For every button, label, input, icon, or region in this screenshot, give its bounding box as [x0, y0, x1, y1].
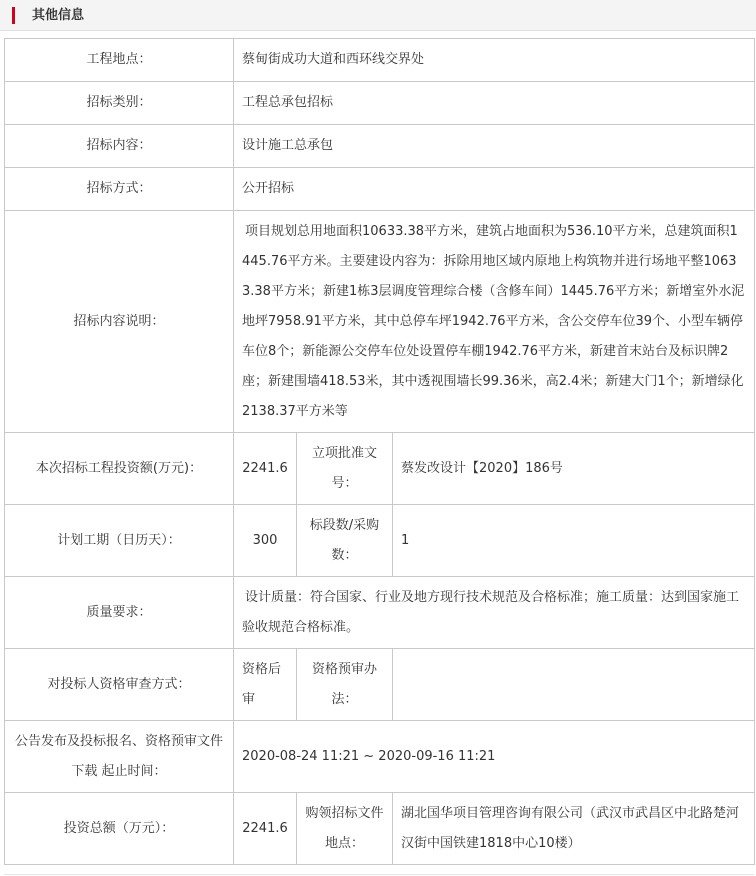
- investment-label: 本次招标工程投资额(万元)：: [5, 433, 234, 505]
- method-label: 招标方式：: [5, 168, 234, 211]
- row-total: [5, 793, 755, 865]
- category-value: 工程总承包招标: [234, 82, 755, 125]
- approval-doc-value: 蔡发改设计【2020】186号: [393, 433, 755, 505]
- prequal-method-value: [393, 649, 755, 721]
- duration-label: 计划工期（日历天）：: [5, 505, 234, 577]
- section-count-value: 1: [393, 505, 755, 577]
- section-count-label: 标段数/采购数：: [297, 505, 393, 577]
- period-value: 2020-08-24 11:21 ~ 2020-09-16 11:21: [234, 721, 755, 793]
- row-quality: [5, 577, 755, 649]
- row-description: [5, 211, 755, 433]
- row-category: [5, 82, 755, 125]
- row-content: [5, 125, 755, 168]
- row-duration: [5, 505, 755, 577]
- bottom-divider: [4, 874, 754, 875]
- row-method: [5, 168, 755, 211]
- investment-value: 2241.6: [234, 433, 297, 505]
- bid-doc-location-label: 购领招标文件地点：: [297, 793, 393, 865]
- location-value: 蔡甸街成功大道和西环线交界处: [234, 39, 755, 82]
- period-label: 公告发布及投标报名、资格预审文件下载 起止时间：: [5, 721, 234, 793]
- description-label: 招标内容说明：: [5, 211, 234, 433]
- method-value: 公开招标: [234, 168, 755, 211]
- quality-label: 质量要求：: [5, 577, 234, 649]
- qualification-value: 资格后审: [234, 649, 297, 721]
- section-header: [0, 0, 756, 31]
- tender-info-table: [4, 38, 755, 865]
- category-label: 招标类别：: [5, 82, 234, 125]
- row-location: [5, 39, 755, 82]
- qualification-label: 对投标人资格审查方式：: [5, 649, 234, 721]
- content-label: 招标内容：: [5, 125, 234, 168]
- description-value: 项目规划总用地面积10633.38平方米，建筑占地面积为536.10平方米，总建筑面积1445.76平方米。主要建设内容为：拆除用地区域内原地上构筑物并进行场地平整10633.38平方米；新建1栋3层调度管理综合楼（含修车间）1445.76平方米；新增室外水泥地坪7958.91平方米，其中总停车坪1942.76平方米，含公交停车位39个、小型车辆停车位8个；新能源公交停车位处设置停车棚1942.76平方米，新建首末站台及标识牌2座；新建围墙418.53米，其中透视围墙长99.36米，高2.4米；新建大门1个；新增绿化2138.37平方米等: [234, 211, 755, 433]
- content-value: 设计施工总承包: [234, 125, 755, 168]
- approval-doc-label: 立项批准文号：: [297, 433, 393, 505]
- location-label: 工程地点：: [5, 39, 234, 82]
- prequal-method-label: 资格预审办法：: [297, 649, 393, 721]
- total-value: 2241.6: [234, 793, 297, 865]
- section-accent-bar: [12, 7, 15, 24]
- quality-value: 设计质量：符合国家、行业及地方现行技术规范及合格标准；施工质量：达到国家施工验收规范合格标准。: [234, 577, 755, 649]
- row-qualification: [5, 649, 755, 721]
- row-investment: [5, 433, 755, 505]
- duration-value: 300: [234, 505, 297, 577]
- bid-doc-location-value: 湖北国华项目管理咨询有限公司（武汉市武昌区中北路楚河汉街中国铁建1818中心10楼）: [393, 793, 755, 865]
- row-period: [5, 721, 755, 793]
- total-label: 投资总额（万元）：: [5, 793, 234, 865]
- section-title: 其他信息: [32, 8, 85, 23]
